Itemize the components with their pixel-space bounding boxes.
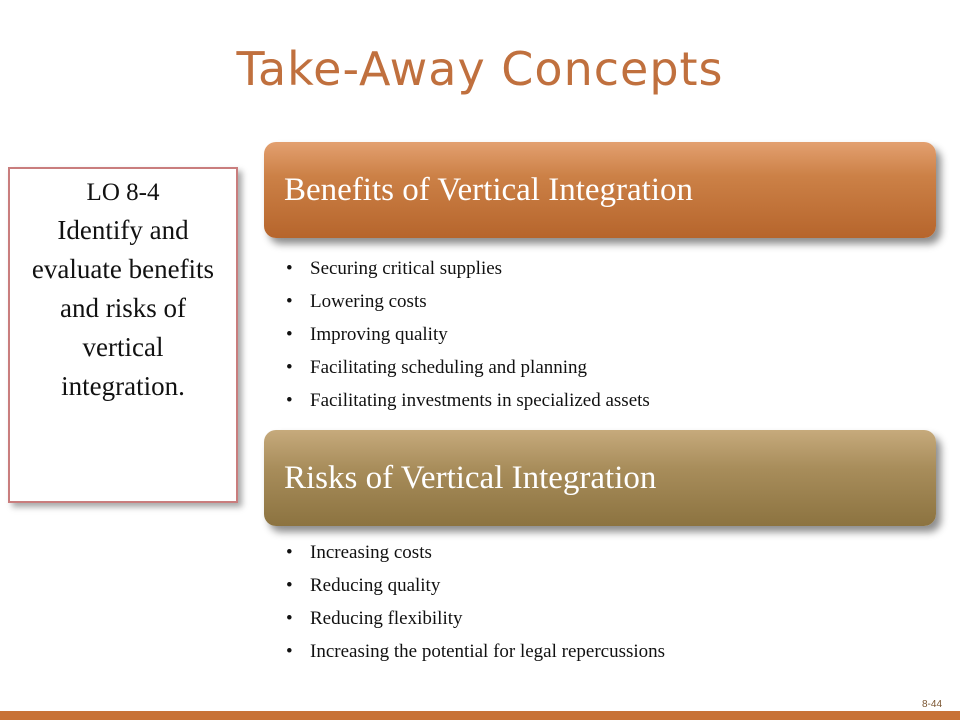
risks-heading: Risks of Vertical Integration (284, 459, 657, 496)
benefits-banner (264, 142, 936, 238)
risks-banner (264, 430, 936, 526)
list-item: • Reducing quality (286, 569, 665, 602)
list-item: • Reducing flexibility (286, 602, 665, 635)
list-item: • Securing critical supplies (286, 252, 650, 285)
learning-objective-box (8, 167, 238, 503)
risks-list (286, 536, 665, 668)
slide-title: Take-Away Concepts (236, 42, 724, 96)
slide-number: 8-44 (922, 699, 943, 710)
list-item: • Increasing the potential for legal repercussions (286, 635, 665, 668)
learning-objective-text: Identify and evaluate benefits and risks of vertical integration. (31, 215, 215, 401)
benefits-list (286, 252, 650, 417)
learning-objective-code: LO 8-4 (86, 179, 160, 206)
benefits-heading: Benefits of Vertical Integration (284, 171, 694, 208)
list-item: • Increasing costs (286, 536, 665, 569)
list-item: • Facilitating investments in specialized assets (286, 384, 650, 417)
list-item: • Lowering costs (286, 285, 650, 318)
list-item: • Facilitating scheduling and planning (286, 351, 650, 384)
footer-bar (0, 711, 960, 720)
list-item: • Improving quality (286, 318, 650, 351)
